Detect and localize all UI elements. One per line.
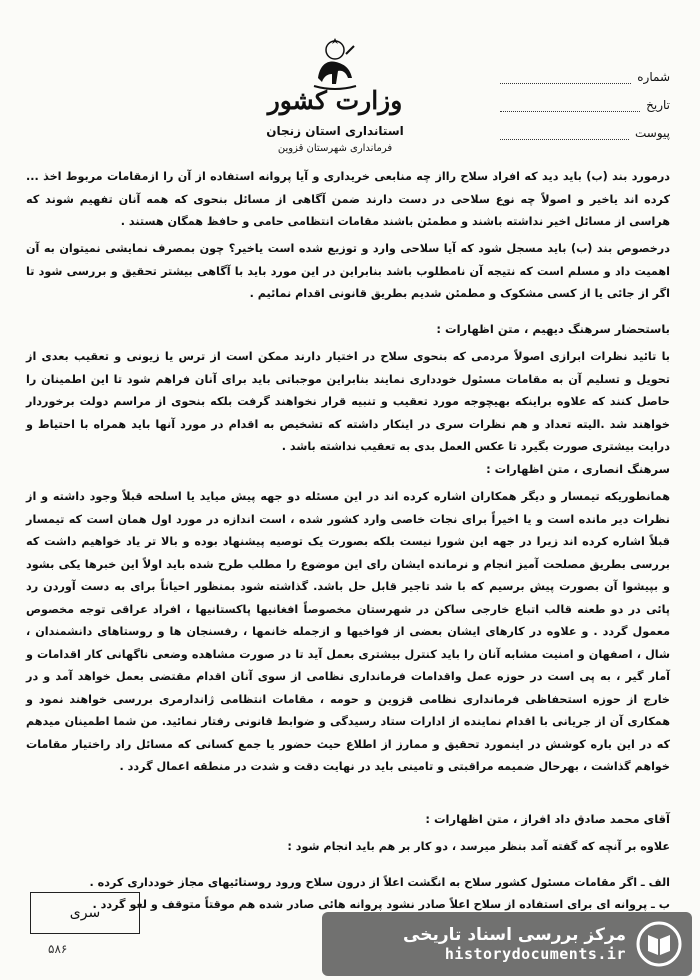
attachment-line <box>500 129 629 140</box>
county-subtitle: فرمانداری شهرستان قزوین <box>277 143 393 154</box>
archive-watermark <box>322 912 692 976</box>
attachment-field <box>500 126 670 140</box>
classification-stamp: سری <box>30 892 140 934</box>
date-label: تاریخ <box>646 98 670 112</box>
number-line <box>500 73 631 84</box>
date-field <box>500 98 670 112</box>
ministry-title: وزارت کشور <box>267 86 403 115</box>
paragraph-dadafraz-statement: علاوه بر آنچه که گفته آمد بنظر میرسد ، دو کار بر هم باید انجام شود : <box>287 840 670 853</box>
archive-logo-icon <box>636 921 682 967</box>
speaker-heading-ansari: سرهنگ انصاری ، متن اظهارات : <box>486 462 670 476</box>
watermark-url: historydocuments.ir <box>444 945 626 963</box>
paragraph-clause-b-followup: درخصوص بند (ب) باید مسجل شود که آیا سلاحی وارد و توزیع شده است یاخیر؟ چون بمصرف نمایشی نمیتوان به آن اهمیت داد و مسلم است که نتیجه آن نامطلوب باشد بنابراین در این مورد باید با آگاهی بیشتر تحقیق و بررسی شود تا اگر از جائی یا از کسی مشکوک و مطمئن شدیم بطریق قانونی اقدام نمائیم . <box>26 242 670 300</box>
attachment-label: پیوست <box>635 126 670 140</box>
action-item-a: الف ـ اگر مقامات مسئول کشور سلاح به انگشت اعلاً از درون سلاح ورود روستائیهای مجاز خودداری کرده . <box>89 876 670 889</box>
paragraph-ansari-statement: همانطوریکه تیمسار و دیگر همکاران اشاره کرده اند در این مسئله دو جهه پیش میاید یا اسلحه قبلاً وجود داشته و از نظرات دیر مانده است و یا اخیراً برای نجات خاصی وارد کشور شده ، است اندازه در مورد اول همان است که تیمسار قبلاً اشاره کرده اند زیرا در جهه این شورا نیست بلکه بصورت یک توصیه پیشنهاد بوده و بالا تر یاد خواهیم داشت که بررسی بطریق مصلحت آمیز انجام و نرمانده ایشان رای این موضوع را مطلب طرح شده باید اولاً این خبرها یکی بشود و بپیشوا آن بصورت پیش برسیم که با شد تاجیر قابل حل باشد. گذاشته شود بمنظور احیاناً برای به دست آوردن رد پائی در دو طعنه قالب اتباع خارجی ساکن در شهرستان مخصوصاً افغانیها پاکستانیها ، افراد عراقی توجه مخصوص معمول گردد . و علاوه در کارهای ایشان بعضی از فواخیها و ازجمله خانمها ، رفسنجان ها و روستاهای دانشمندان ، شال ، اصفهان و امنیت مشابه آنان را باید کنترل بیشتری بعمل آید تا در صورت مشاهده وضعی ناگهانی کار اقدامات و آمار گیر ، به پی است در حوزه عمل واقدامات فرمانداری نظامی از سوی آنان اقدام مقتضی بعمل خواهد آمد و در خارج از حوزه استحفاظی فرمانداری نظامی قزوین و حومه ، مقامات انتظامی ژاندارمری بررسی خواهند نمود و همکاری آن از جریانی با اقدام نماینده از ادارات ستاد رسیدگی و ضوابط قانونی رفتار نمائید. من شما اطمینان میدهم که در این باره کوشش در اینمورد تحقیق و ممارز از اطلاع حیث حضور یا جمع کسانی که مسائل راد راختیار مقامات خواهم گذاشت ، بهرحال ضمیمه مراقبتی و تامینی باید در نهایت دقت و شدت در منطقه اعمال گردد . <box>26 490 670 773</box>
page-number: ۵۸۶ <box>48 942 68 956</box>
speaker-heading-deyhim: باستحضار سرهنگ دیهیم ، متن اظهارات : <box>436 322 670 336</box>
paragraph-clause-b: درمورد بند (ب) باید دید که افراد سلاح رااز چه منابعی خریداری و آیا پروانه استفاده از آن را ازمقامات مربوط اخذ ... کرده اند یاخیر و اصولاً چه نوع سلاحی در دست دارند ضمن آگاهی از مسائل بنحوی که همه آنان تفهیم شوند که هراسی از مسائل اخیر نداشته باشند و مطمئن باشند مقامات انتظامی حامی و حافظ همگان هستند . <box>26 170 670 228</box>
province-subtitle: استانداری استان زنجان <box>266 124 404 138</box>
speaker-heading-dadafraz: آقای محمد صادق داد افراز ، متن اظهارات : <box>425 812 670 826</box>
watermark-title: مرکز بررسی اسناد تاریخی <box>403 925 626 945</box>
lion-and-sun-emblem-icon <box>308 34 362 92</box>
date-line <box>500 101 640 112</box>
number-field <box>500 70 670 84</box>
action-item-b: ب ـ پروانه ای برای استفاده از سلاح اعلاً صادر نشود پروانه هائی صادر شده هم موقتاً متوقف و لغو گردد . <box>92 898 670 911</box>
paragraph-deyhim-statement: با تائید نظرات ابرازی اصولاً مردمی که بنحوی سلاح در اختیار دارند ممکن است از ترس یا زیونی و تعقیب بعدی از تحویل و تسلیم آن به مقامات مسئول خودداری نمایند بنابراین موجباتی باید برای آنان فراهم شود تا این اطمینان را حاصل کنند که علاوه براینکه بهیچوجه مورد تعقیب و تنبیه قرار نخواهند گرفت بلکه بنحوی از مراسم دولت برخوردار خواهند شد .الیته تعداد و هم نظرات سری در اینکار داشته که تشخیص به اقدام در مورد آنها باید همراه با احتیاط و درایت بیشتری صورت بگیرد تا عکس العمل بدی به تعقیب نداشته باشد . <box>26 350 670 453</box>
number-label: شماره <box>637 70 670 84</box>
